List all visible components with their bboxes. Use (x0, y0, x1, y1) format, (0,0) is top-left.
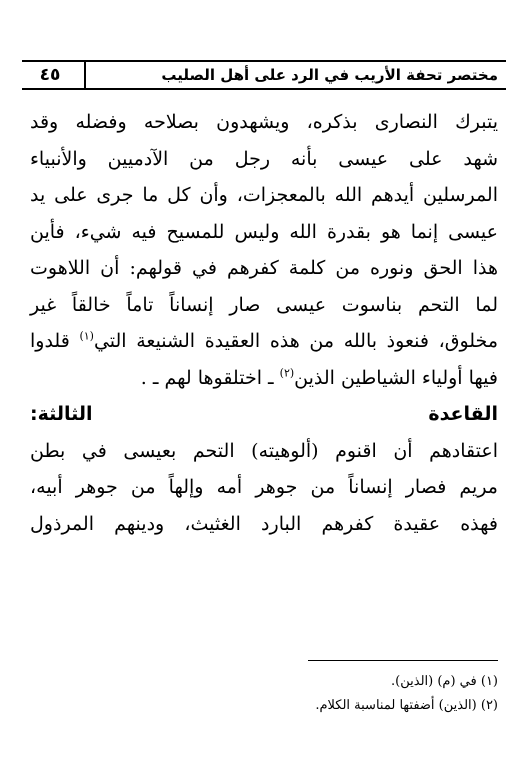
footnotes (30, 670, 498, 718)
text-line: لما التحم بناسوت عيسى صار إنساناً تاماً خالقاً غير (30, 293, 498, 316)
header-divider (84, 62, 86, 88)
footnote-1: (١) في (م) (الذين). (391, 674, 498, 689)
text-line: عيسى إنما هو بقدرة الله وليس للمسيح فيه شيء، فأين (30, 220, 498, 243)
text-line: فهذه عقيدة كفرهم البارد الغثيث، ودينهم المرذول (30, 512, 498, 535)
running-header (22, 60, 506, 90)
footnote-separator (308, 660, 498, 661)
section-heading: القاعدة الثالثة: (30, 403, 498, 425)
text-segment: قلدوا (30, 330, 80, 352)
footnote-marker-1: (١) (79, 329, 94, 343)
text-line (30, 360, 498, 397)
footnote-marker-2: (٢) (279, 366, 295, 380)
text-line: اعتقادهم أن اقنوم (ألوهيته) التحم بعيسى في بطن (30, 439, 498, 462)
main-text (30, 104, 498, 542)
text-line (30, 323, 498, 360)
text-segment: فيها أولياء الشياطين الذين (294, 366, 498, 389)
text-line: يتبرك النصارى بذكره، ويشهدون بصلاحه وفضله وقد (30, 111, 498, 133)
text-line: شهد على عيسى بأنه رجل من الآدميين والأنبياء (30, 147, 498, 170)
text-line: مريم فصار إنساناً من جوهر أمه وإلهاً من جوهر أبيه، (30, 476, 498, 498)
page-number: ٤٥ (39, 65, 61, 85)
header-title: مختصر تحفة الأريب في الرد على أهل الصليب (161, 66, 498, 84)
text-segment: مخلوق، فنعوذ بالله من هذه العقيدة الشنيعة التي (93, 330, 498, 352)
text-line: المرسلين أيدهم الله بالمعجزات، وأن كل ما جرى على يد (30, 184, 498, 206)
footnote-2: (٢) (الذين) أضفتها لمناسبة الكلام. (315, 698, 498, 713)
text-line: هذا الحق ونوره من كلمة كفرهم في قولهم: أن اللاهوت (30, 257, 498, 279)
text-segment: ـ اختلقوها لهم ـ . (140, 366, 280, 389)
